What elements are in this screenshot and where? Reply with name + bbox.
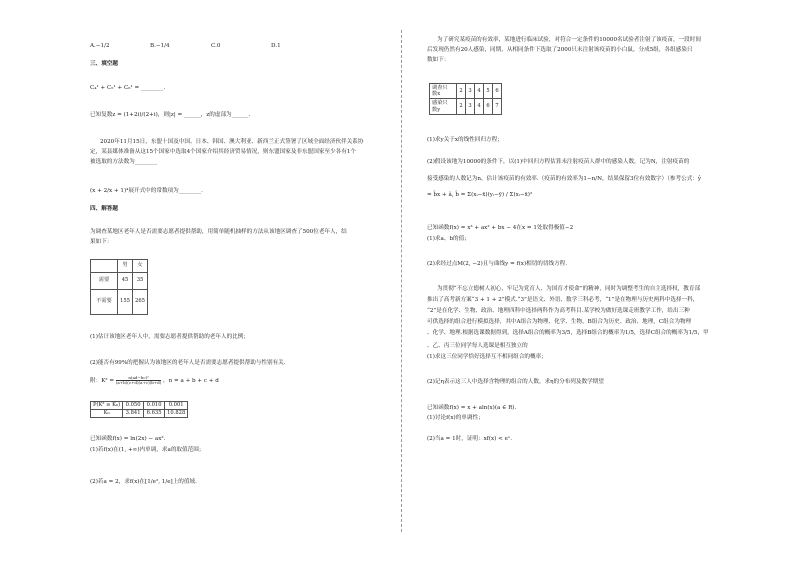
table-row bbox=[91, 260, 148, 273]
log-question-1: (1)讨论f(x)的单调性； bbox=[427, 415, 484, 421]
exam-reform-line4: 可供选择的组合进行模拟选择，其中A组合为物理、化学、生物，B组合为历史、政治、地理，C组合为物理 bbox=[427, 319, 692, 325]
vaccine-question-2-line1: (2)假设该地为10000的条件下，以(1)中回归方程估算未注射疫苗人群中的感染人数，记为N，注射疫苗的 bbox=[427, 159, 690, 165]
chi-square-formula bbox=[90, 376, 219, 385]
table-row bbox=[430, 84, 502, 99]
vaccine-intro-line3: 数如下： bbox=[427, 57, 450, 63]
label-line: 调查只 bbox=[432, 85, 448, 91]
table-row bbox=[91, 410, 188, 418]
exam-reform-line3: “2”是在化学、生物、政治、地理四科中选择两科作为高考科目.某学校为做好选课走班教学工作，给出三种 bbox=[427, 308, 690, 314]
fill-question-4: (x + 2/x + 1)⁴展开式中的常数项为________. bbox=[90, 188, 203, 194]
table-cell: 4 bbox=[475, 99, 484, 114]
fill-question-3-line3: 被选取的方法数为________ bbox=[90, 159, 158, 165]
table-cell: 6 bbox=[493, 84, 502, 99]
section3-title: 三、填空题 bbox=[90, 61, 118, 67]
exam-reform-question-1: (1)求这三位同学恰好选择互不相同组合的概率； bbox=[427, 354, 547, 360]
label-line: 数y bbox=[432, 106, 441, 113]
table-cell bbox=[91, 260, 118, 273]
table-cell: 3.841 bbox=[123, 410, 144, 418]
survey-intro-line1: 为调查某地区老年人是否需要志愿者提供帮助，用简单随机抽样的方法从该地区调查了500位老年人，结 bbox=[90, 229, 347, 235]
table-cell: P(K² ≥ K₀) bbox=[91, 402, 123, 410]
vaccine-question-1: (1)求y关于x的线性回归方程； bbox=[427, 137, 503, 143]
function-question-1: (1)若f(x)在(1, +∞)内单调，求a的取值范围； bbox=[90, 447, 205, 453]
label-line: 感染只 bbox=[432, 100, 448, 107]
log-question-stem: 已知函数f(x) = x + aln(x)(a ∈ R). bbox=[427, 405, 517, 411]
log-question-2: (2)当a = 1时，证明：xf(x) < eˣ. bbox=[427, 436, 513, 442]
exam-reform-line2: 推出了高考新方案“3 + 1 + 2”模式.“3”是语文、外语、数学三科必考，“1”是在物理与历史两科中选择一科， bbox=[427, 297, 699, 303]
table-cell: 0.050 bbox=[123, 402, 144, 410]
formula-numerator: n(ad−bc)² bbox=[116, 376, 161, 381]
survey-table bbox=[90, 259, 148, 315]
formula-prefix: 附：K² = bbox=[90, 378, 115, 384]
table-cell: 3 bbox=[466, 99, 475, 114]
table-row-label bbox=[430, 99, 457, 114]
table-cell: 265 bbox=[133, 290, 148, 315]
poly-question-1: (1)求a、b的值； bbox=[427, 236, 470, 242]
column-divider bbox=[401, 30, 402, 532]
table-row bbox=[91, 290, 148, 315]
poly-question-stem: 已知函数f(x) = x³ + ax² + bx − 4在x = 1处取得极值−2 bbox=[427, 225, 574, 231]
infection-table bbox=[429, 83, 502, 115]
table-row bbox=[91, 273, 148, 290]
formula-fraction bbox=[116, 376, 161, 385]
vaccine-intro-line2: 后发现仍然有20人感染，同期，从相同条件下选取了2000只未注射该疫苗的小白鼠，分成5组，各组感染只 bbox=[427, 47, 693, 53]
vaccine-intro-line1: 为了研究某疫苗的有效率，某地进行临床试验，对符合一定条件的10000名试验者注射了该疫苗，一段时间 bbox=[437, 37, 701, 43]
table-cell: 需要 bbox=[91, 273, 118, 290]
fill-question-1: C₄¹ + C₅¹ + C₆¹ = ________. bbox=[90, 85, 166, 91]
option-b: B.−1/4 bbox=[150, 43, 170, 49]
regression-formula: = b̂x + â, b̂ = Σ(xᵢ−x̄)(yᵢ−ȳ) / Σ(xᵢ−x̄)² bbox=[427, 192, 533, 198]
table-cell: 0.010 bbox=[144, 402, 165, 410]
survey-question-2: (2)能否有99%的把握认为该地区的老年人是否需要志愿者提供帮助与性别有关. bbox=[90, 360, 286, 366]
function-question-2: (2)若a = 2，求f(x)在[1/e², 1/e]上的值域. bbox=[90, 479, 197, 485]
section4-title: 四、解答题 bbox=[90, 206, 118, 212]
table-cell: 3 bbox=[466, 84, 475, 99]
table-cell: 4 bbox=[475, 84, 484, 99]
option-d: D.1 bbox=[271, 43, 281, 49]
survey-intro-line2: 果如下： bbox=[90, 239, 113, 245]
table-cell: 6 bbox=[484, 99, 493, 114]
table-cell: 35 bbox=[133, 273, 148, 290]
table-cell: 155 bbox=[118, 290, 133, 315]
exam-reform-question-2: (2)记η表示这三人中选择含物理的组合的人数，求η的分布列及数学期望 bbox=[427, 379, 604, 385]
table-cell: 10.828 bbox=[165, 410, 188, 418]
table-cell: 5 bbox=[484, 84, 493, 99]
poly-question-2: (2)求经过点M(2, −2)且与曲线y = f(x)相切的切线方程. bbox=[427, 261, 568, 267]
fill-question-2: 已知复数z = (1+2i)/(2+i)，则|z| = ______，z的虚部为______. bbox=[90, 112, 251, 118]
exam-reform-line5: 、化学、地理.根据选课数据得到，选择A组合的概率为3/5，选择B组合的概率为1/5，选择C组合的概率为1/5，甲 bbox=[427, 330, 709, 336]
exam-reform-line6: 、乙、丙三位同学每人选课是相互独立的 bbox=[427, 343, 528, 349]
option-c: C.0 bbox=[211, 43, 221, 49]
critical-value-table bbox=[90, 401, 188, 418]
table-cell: 0.001 bbox=[165, 402, 188, 410]
survey-question-1: (1)估计该地区老年人中，需要志愿者提供帮助的老年人的比例； bbox=[90, 334, 249, 340]
vaccine-question-2-line2: 接受感染的人数记为n，估计该疫苗的有效率.（疫苗的有效率为1−n/N，结果保留3位有效数字）（参考公式：ŷ bbox=[427, 176, 702, 182]
table-cell: 7 bbox=[493, 99, 502, 114]
exam-reform-line1: 为贯彻“不忘立德树人初心，牢记为党育人、为国育才使命”的精神，同时为调整考生的自主选择权，教育部 bbox=[437, 286, 701, 292]
label-line: 数x bbox=[432, 91, 441, 98]
table-cell: K₀ bbox=[91, 410, 123, 418]
fill-question-3-line2: 定，某县媒体准备从这15个国家中选取4个国家介绍其经济贸易情况，则东盟国家及非东盟国家至少各有1个 bbox=[90, 149, 356, 155]
formula-denominator: (a+b)(c+d)(a+c)(b+d) bbox=[115, 380, 162, 385]
formula-suffix: ，n = a + b + c + d bbox=[163, 378, 219, 384]
table-row-label bbox=[430, 84, 457, 99]
table-cell: 6.635 bbox=[144, 410, 165, 418]
fill-question-3-line1: 2020年11月15日，东盟十国及中国、日本、韩国、澳大利亚、新西兰正式签署了区域全面经济伙伴关系协 bbox=[100, 139, 364, 145]
table-cell: 男 bbox=[118, 260, 133, 273]
option-a: A.−1/2 bbox=[90, 43, 110, 49]
table-cell: 不需要 bbox=[91, 290, 118, 315]
table-cell: 2 bbox=[457, 99, 466, 114]
table-cell: 45 bbox=[118, 273, 133, 290]
table-cell: 2 bbox=[457, 84, 466, 99]
table-row bbox=[91, 402, 188, 410]
function-question-stem: 已知函数f(x) = ln(2x) − ax². bbox=[90, 436, 166, 442]
table-cell: 女 bbox=[133, 260, 148, 273]
table-row bbox=[430, 99, 502, 114]
